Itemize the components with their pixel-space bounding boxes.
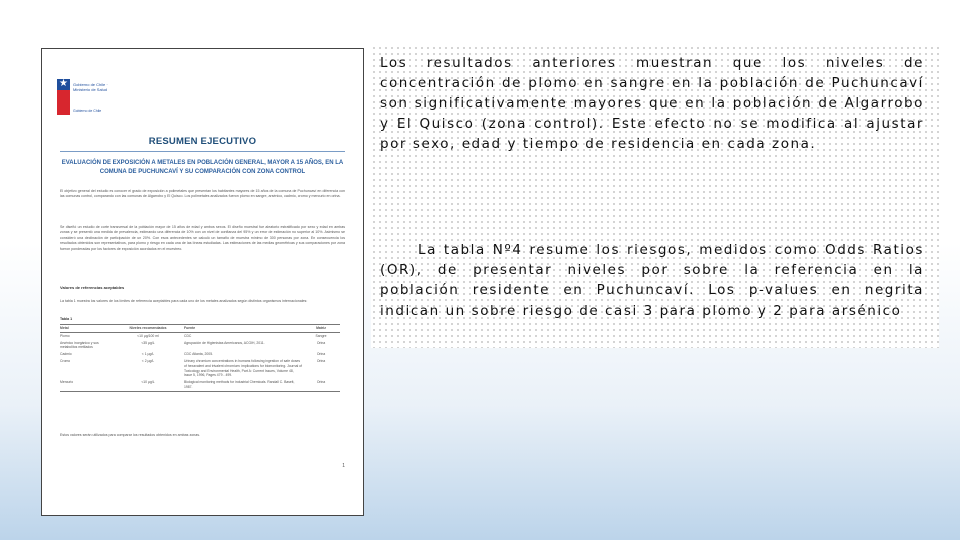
table-row [60, 340, 340, 352]
table-cell: Orina [316, 358, 326, 363]
doc-design-paragraph: Se diseñó un estudio de corte transversal de la población mayor de 15 años de edad y ambos sexos. El diseño muestral fue aleatorio estratificado por sexo y edad en ambas zonas y se presentó una medida de prevalencia, estimando una diferencia de 10% con un nivel de confianza del 95% y un error de estimación no superior al 10%. Asimismo se consideró una declinación de participación de un 20%. Con esos antecedentes se calculó un tamaño de muestra mínimo de 300 personas por zona. En consecuencia los resultados obtenidos son representativos, para plomo y riesgo en cada una de las líneas estudiadas. Las estimaciones de las medias geométricas y sus comparaciones por zona fueron ponderadas por los factores de exposición acordados en el muestreo. [60, 225, 345, 251]
doc-table-intro: La tabla 1 muestra los valores de los límites de referencia aceptables para cada uno de los metales analizados según distintos organismos internacionales: [60, 299, 308, 303]
table-header-cell: Niveles recomendados [129, 326, 167, 330]
doc-subtitle: EVALUACIÓN DE EXPOSICIÓN A METALES EN POBLACIÓN GENERAL, MAYOR A 15 AÑOS, EN LA COMUNA DE PUCHUNCAVÍ Y SU COMPARACIÓN CON ZONA CONTROL [61, 160, 344, 175]
table-row [60, 379, 340, 392]
table-cell: Urinary chromium concentrations in humans following ingestion of safe doses of hexavalent and trivalent chromium: implications for biomonitoring. Journal of Toxicology and Environmental Health, Part A: Current Issues, Volume 48, Issue 5, 1996, Pages 479 - 499. [184, 358, 302, 378]
text-panel [371, 45, 939, 348]
government-logo: ★ Gobierno de Chile · Ministerio de Salud Gobierno de Chile [59, 78, 108, 113]
results-paragraph: Los resultados anteriores muestran que los niveles de concentración de plomo en sangre en la población de Puchuncaví son significativamente mayores que en la población de Algarrobo y El Quisco (zona control). Este efecto no se modifica al ajustar por sexo, edad y tiempo de residencia en cada zona. [380, 55, 924, 152]
doc-intro-paragraph: El objetivo general del estudio es conocer el grado de exposición a polimetales que presentan los habitantes mayores de 15 años de la comuna de Puchuncaví en diferencia con las comunas control, comparando con las comunas de Algarrobo y El Quisco. Los polimetales analizados fueron plomo en sangre, arsénico, cadmio, cromo y mercurio en orina. [60, 189, 345, 199]
table-cell: Agrupación de Higienistas Americanos, ACGIH, 2011. [184, 340, 265, 345]
table-row [60, 351, 340, 358]
table-header-cell: Matriz [316, 326, 326, 330]
table-cell: Sangre [315, 333, 327, 338]
reference-table [60, 324, 340, 392]
document-thumbnail [41, 48, 364, 516]
table-cell: CDC [184, 333, 192, 338]
table-header-row [60, 324, 340, 333]
doc-title: RESUMEN EJECUTIVO [148, 136, 257, 147]
doc-table-label: Tabla 1 [60, 317, 73, 321]
title-divider [60, 151, 345, 152]
table-cell: < 2 µg/L [141, 358, 155, 363]
doc-section-heading: Valores de referencias aceptables [60, 285, 125, 290]
table-cell: <10 µg/100 ml [137, 333, 159, 338]
table-cell: Orina [316, 380, 326, 385]
doc-closing-paragraph: Estos valores serán utilizados para comparar los resultados obtenidos en ambas zonas. [60, 433, 201, 437]
table-cell: Mercurio [60, 380, 74, 385]
table-cell: <10 µg/L [141, 380, 155, 385]
page-number: 1 [342, 463, 345, 469]
table-cell: Cromo [60, 358, 71, 363]
table-row [60, 333, 340, 340]
table-header-cell: Metal [60, 326, 69, 330]
table-cell: Plomo [60, 333, 70, 338]
table-cell: Arsénico inorgánico y sus metabolitos metilados [60, 340, 99, 350]
table-cell: Orina [316, 352, 326, 357]
table-cell: <35 µg/L [141, 340, 155, 345]
table-cell: Cadmio [60, 352, 72, 357]
table-cell: CDC Atlanta, 2005. [184, 352, 214, 357]
odds-ratio-paragraph: La tabla Nº4 resume los riesgos, medidos como Odds Ratios (OR), de presentar niveles por sobre la referencia en la población residente en Puchuncaví. Los p-values en negrita indican un sobre riesgo de casi 3 para plomo y 2 para arsénico [380, 242, 924, 319]
table-header-cell: Fuente [184, 326, 196, 330]
table-cell: Biological monitoring methods for industrial Chemicals. Randall C. Baselt, 1987. [184, 380, 295, 389]
table-cell: Orina [316, 340, 326, 345]
table-cell: < 1 µg/L [141, 352, 155, 357]
star-icon: ★ [59, 78, 68, 89]
table-row [60, 358, 340, 379]
